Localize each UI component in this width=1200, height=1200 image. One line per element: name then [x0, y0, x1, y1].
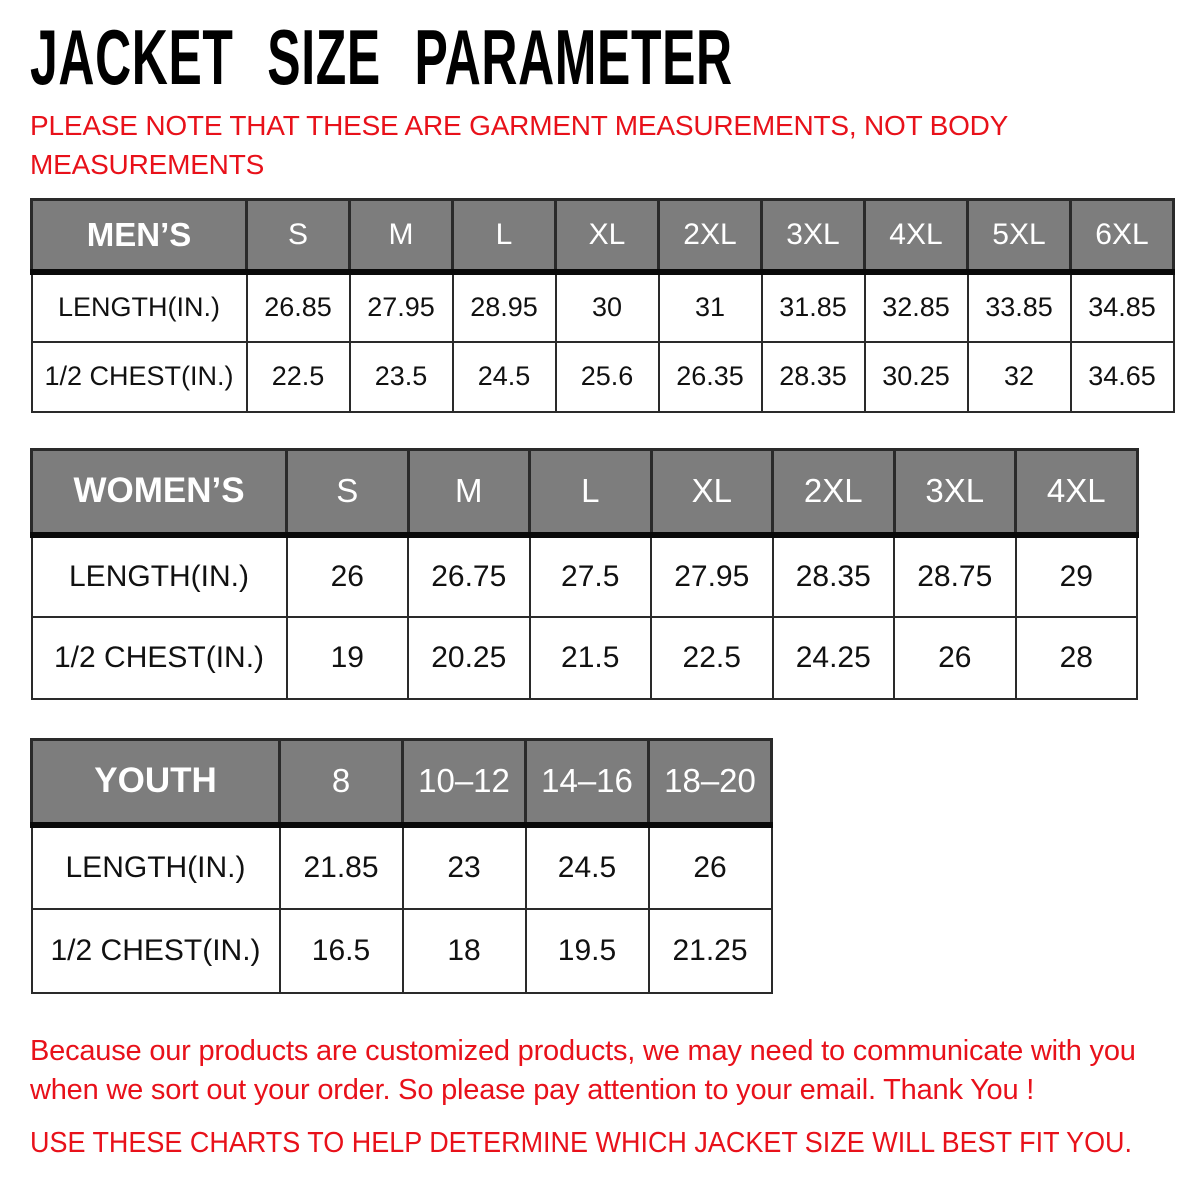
table-title-cell: WOMEN’S — [32, 450, 287, 535]
value-cell: 26 — [287, 535, 409, 617]
page-title: JACKET SIZE PARAMETER — [30, 13, 733, 101]
size-column-header: 5XL — [968, 200, 1071, 272]
value-cell: 34.85 — [1071, 272, 1174, 342]
row-label-cell: 1/2 CHEST(IN.) — [32, 342, 247, 412]
value-cell: 28.35 — [773, 535, 895, 617]
usage-note: USE THESE CHARTS TO HELP DETERMINE WHICH JACKET SIZE WILL BEST FIT YOU. — [30, 1127, 1133, 1159]
value-cell: 26.75 — [408, 535, 530, 617]
size-column-header: 4XL — [865, 200, 968, 272]
size-column-header: 10–12 — [403, 740, 526, 825]
value-cell: 20.25 — [408, 617, 530, 699]
table-row — [32, 342, 1174, 412]
row-label-cell: LENGTH(IN.) — [32, 272, 247, 342]
size-column-header: 18–20 — [649, 740, 772, 825]
value-cell: 29 — [1016, 535, 1138, 617]
value-cell: 21.5 — [530, 617, 652, 699]
size-column-header: 3XL — [894, 450, 1016, 535]
value-cell: 23 — [403, 825, 526, 909]
value-cell: 32.85 — [865, 272, 968, 342]
mens-size-table — [30, 198, 1175, 413]
size-column-header: 14–16 — [526, 740, 649, 825]
value-cell: 33.85 — [968, 272, 1071, 342]
size-column-header: 4XL — [1016, 450, 1138, 535]
size-column-header: 3XL — [762, 200, 865, 272]
size-column-header: 6XL — [1071, 200, 1174, 272]
size-column-header: S — [287, 450, 409, 535]
value-cell: 23.5 — [350, 342, 453, 412]
value-cell: 24.25 — [773, 617, 895, 699]
value-cell: 26 — [649, 825, 772, 909]
footer-note-line-1: Because our products are customized products, we may need to communicate with you — [30, 1035, 1136, 1067]
row-label-cell: 1/2 CHEST(IN.) — [32, 617, 287, 699]
size-column-header: XL — [651, 450, 773, 535]
size-column-header: M — [408, 450, 530, 535]
value-cell: 19.5 — [526, 909, 649, 993]
size-column-header: XL — [556, 200, 659, 272]
table-title-cell: YOUTH — [32, 740, 280, 825]
table-header-row — [32, 450, 1138, 535]
value-cell: 21.25 — [649, 909, 772, 993]
table-row — [32, 825, 772, 909]
garment-measurements-note — [30, 106, 1008, 184]
size-column-header: L — [453, 200, 556, 272]
value-cell: 27.5 — [530, 535, 652, 617]
value-cell: 32 — [968, 342, 1071, 412]
value-cell: 19 — [287, 617, 409, 699]
value-cell: 26 — [894, 617, 1016, 699]
value-cell: 27.95 — [350, 272, 453, 342]
value-cell: 22.5 — [247, 342, 350, 412]
value-cell: 31.85 — [762, 272, 865, 342]
garment-note-line-1: PLEASE NOTE THAT THESE ARE GARMENT MEASUREMENTS, NOT BODY — [30, 110, 1009, 141]
value-cell: 34.65 — [1071, 342, 1174, 412]
value-cell: 16.5 — [280, 909, 403, 993]
value-cell: 28.95 — [453, 272, 556, 342]
value-cell: 26.35 — [659, 342, 762, 412]
table-header-row — [32, 740, 772, 825]
value-cell: 28.75 — [894, 535, 1016, 617]
value-cell: 28.35 — [762, 342, 865, 412]
value-cell: 18 — [403, 909, 526, 993]
value-cell: 28 — [1016, 617, 1138, 699]
value-cell: 30 — [556, 272, 659, 342]
size-column-header: 2XL — [773, 450, 895, 535]
size-column-header: L — [530, 450, 652, 535]
row-label-cell: LENGTH(IN.) — [32, 825, 280, 909]
value-cell: 26.85 — [247, 272, 350, 342]
value-cell: 30.25 — [865, 342, 968, 412]
table-header-row — [32, 200, 1174, 272]
garment-note-line-2: MEASUREMENTS — [30, 149, 265, 180]
value-cell: 25.6 — [556, 342, 659, 412]
value-cell: 24.5 — [526, 825, 649, 909]
size-column-header: 8 — [280, 740, 403, 825]
size-column-header: S — [247, 200, 350, 272]
value-cell: 22.5 — [651, 617, 773, 699]
size-column-header: M — [350, 200, 453, 272]
table-row — [32, 535, 1138, 617]
value-cell: 27.95 — [651, 535, 773, 617]
size-column-header: 2XL — [659, 200, 762, 272]
table-row — [32, 272, 1174, 342]
value-cell: 31 — [659, 272, 762, 342]
customization-notice — [30, 1032, 1136, 1110]
footer-note-line-2: when we sort out your order. So please pay attention to your email. Thank You ! — [30, 1074, 1035, 1106]
womens-size-table — [30, 448, 1139, 700]
row-label-cell: LENGTH(IN.) — [32, 535, 287, 617]
table-row — [32, 909, 772, 993]
value-cell: 21.85 — [280, 825, 403, 909]
value-cell: 24.5 — [453, 342, 556, 412]
table-row — [32, 617, 1138, 699]
table-title-cell: MEN’S — [32, 200, 247, 272]
row-label-cell: 1/2 CHEST(IN.) — [32, 909, 280, 993]
youth-size-table — [30, 738, 773, 994]
